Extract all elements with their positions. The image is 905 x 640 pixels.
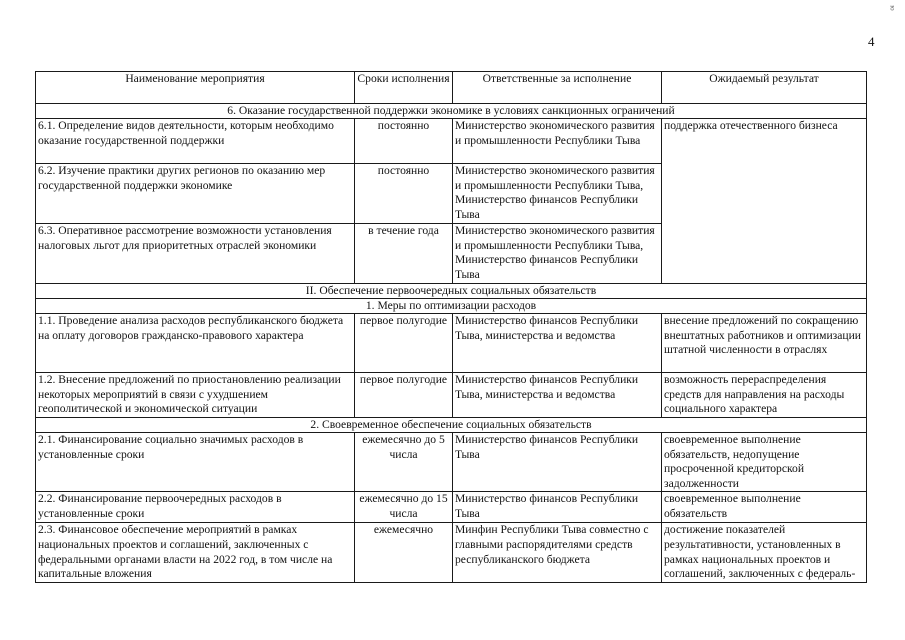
row-2-3-result: достижение показателей результативности, установленных в рамках национальных проектов и соглашений, заключенных с федераль- xyxy=(662,523,867,582)
section-row xyxy=(36,104,867,119)
section-6-title: 6. Оказание государственной поддержки экономике в условиях санкционных ограничений xyxy=(36,104,867,119)
action-plan-table xyxy=(35,71,867,583)
row-6-2-name: 6.2. Изучение практики других регионов по оказанию мер государственной поддержки экономике xyxy=(36,164,355,224)
row-1-2-responsible: Министерство финансов Республики Тыва, министерства и ведомства xyxy=(453,373,662,418)
table-row xyxy=(36,492,867,523)
subsection-1-title: 1. Меры по оптимизации расходов xyxy=(36,299,867,314)
section-row xyxy=(36,284,867,299)
part-2-title: II. Обеспечение первоочередных социальных обязательств xyxy=(36,284,867,299)
row-1-1-name: 1.1. Проведение анализа расходов республиканского бюджета на оплату договоров гражданско-правового характера xyxy=(36,314,355,373)
table-row xyxy=(36,314,867,373)
row-2-1-responsible: Министерство финансов Республики Тыва xyxy=(453,433,662,492)
row-2-2-name: 2.2. Финансирование первоочередных расходов в установленные сроки xyxy=(36,492,355,523)
row-2-2-responsible: Министерство финансов Республики Тыва xyxy=(453,492,662,523)
row-2-3-name: 2.3. Финансовое обеспечение мероприятий в рамках национальных проектов и соглашений, заключенных с федеральными органами власти на 2022 год, в том числе на капитальные вложения xyxy=(36,523,355,582)
row-2-1-result: своевременное выполнение обязательств, недопущение просроченной кредиторской задолженности xyxy=(662,433,867,492)
row-2-2-result: своевременное выполнение обязательств xyxy=(662,492,867,523)
row-1-2-name: 1.2. Внесение предложений по приостановлению реализации некоторых мероприятий в связи с ухудшением геополитической и экономической ситуации xyxy=(36,373,355,418)
row-6-1-term: постоянно xyxy=(355,119,453,164)
row-6-2-term: постоянно xyxy=(355,164,453,224)
header-name: Наименование мероприятия xyxy=(36,72,355,104)
row-1-2-term: первое полугодие xyxy=(355,373,453,418)
row-1-1-result: внесение предложений по сокращению внештатных работников и оптимизации штатной численности в отраслях xyxy=(662,314,867,373)
header-term: Сроки исполнения xyxy=(355,72,453,104)
corner-mark: ю xyxy=(888,5,897,11)
section-row xyxy=(36,418,867,433)
header-result: Ожидаемый результат xyxy=(662,72,867,104)
table-row xyxy=(36,373,867,418)
row-1-1-responsible: Министерство финансов Республики Тыва, министерства и ведомства xyxy=(453,314,662,373)
row-2-3-responsible: Минфин Республики Тыва совместно с главными распорядителями средств республиканского бюджета xyxy=(453,523,662,582)
section-row xyxy=(36,299,867,314)
section-6-result: поддержка отечественного бизнеса xyxy=(662,119,867,284)
row-6-2-responsible: Министерство экономического развития и промышленности Республики Тыва, Министерство финансов Республики Тыва xyxy=(453,164,662,224)
row-6-3-responsible: Министерство экономического развития и промышленности Республики Тыва, Министерство финансов Республики Тыва xyxy=(453,224,662,284)
row-2-1-term: ежемесячно до 5 числа xyxy=(355,433,453,492)
header-responsible: Ответственные за исполнение xyxy=(453,72,662,104)
row-1-1-term: первое полугодие xyxy=(355,314,453,373)
table-row xyxy=(36,523,867,582)
row-6-3-term: в течение года xyxy=(355,224,453,284)
table-row xyxy=(36,433,867,492)
row-6-3-name: 6.3. Оперативное рассмотрение возможности установления налоговых льгот для приоритетных отраслей экономики xyxy=(36,224,355,284)
row-1-2-result: возможность перераспределения средств для направления на расходы социального характера xyxy=(662,373,867,418)
table-row xyxy=(36,119,867,164)
table-header-row xyxy=(36,72,867,104)
subsection-2-title: 2. Своевременное обеспечение социальных обязательств xyxy=(36,418,867,433)
page-number: 4 xyxy=(868,34,875,49)
row-2-1-name: 2.1. Финансирование социально значимых расходов в установленные сроки xyxy=(36,433,355,492)
row-6-1-responsible: Министерство экономического развития и промышленности Республики Тыва xyxy=(453,119,662,164)
row-2-3-term: ежемесячно xyxy=(355,523,453,582)
row-2-2-term: ежемесячно до 15 числа xyxy=(355,492,453,523)
row-6-1-name: 6.1. Определение видов деятельности, которым необходимо оказание государственной поддержки xyxy=(36,119,355,164)
